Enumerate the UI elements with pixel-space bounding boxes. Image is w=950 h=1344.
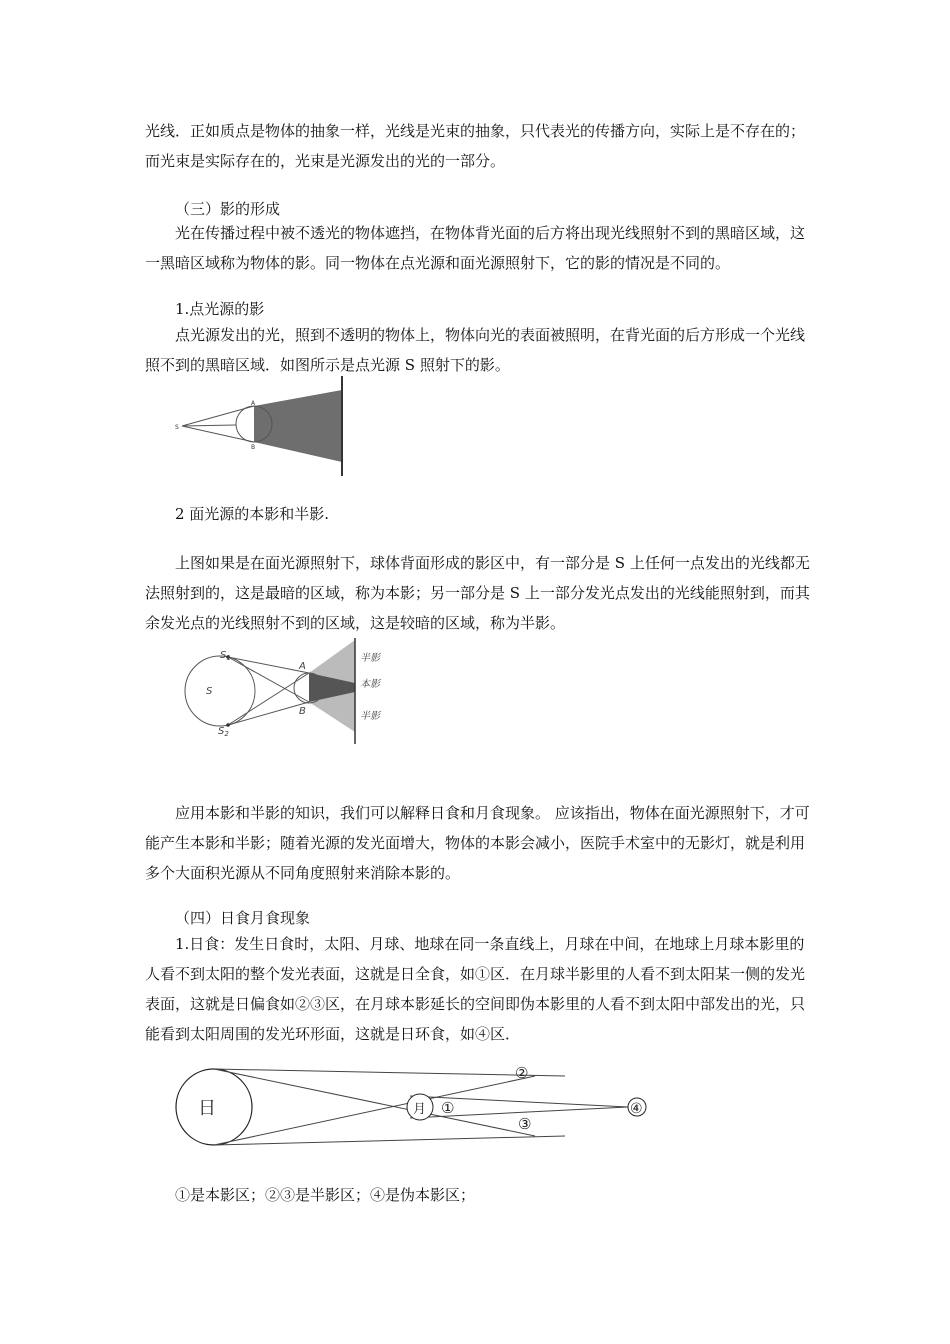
- paragraph-application: 应用本影和半影的知识，我们可以解释日食和月食现象。 应该指出，物体在面光源照射下，才可能产生本影和半影；随着光源的发光面增大，物体的本影会减小，医院手术室中的无影灯，就是利用多个大面积光源从不同角度照射来消除本影的。: [145, 804, 810, 882]
- label-zone-3: ③: [518, 1115, 532, 1133]
- figure-solar-eclipse: [170, 1062, 660, 1150]
- heading-point-source: 1.点光源的影: [175, 300, 265, 318]
- ray-top-cross: [214, 1069, 535, 1136]
- label-s2-main: S: [218, 726, 225, 737]
- label-s: S: [175, 424, 179, 431]
- ray-s2-a: [228, 673, 309, 725]
- label-umbra: 本影: [360, 679, 380, 690]
- label-b: B: [299, 706, 306, 717]
- heading-shadow-formation: （三）影的形成: [175, 200, 281, 218]
- label-s2-sub: 2: [224, 730, 229, 738]
- label-b: B: [251, 444, 256, 451]
- label-a: A: [299, 661, 306, 672]
- ray-top: [182, 406, 254, 426]
- ray-s2-b: [228, 702, 309, 725]
- ray-bottom-outer: [214, 1136, 565, 1145]
- paragraph-umbra-penumbra: 上图如果是在面光源照射下，球体背面形成的影区中，有一部分是 S 上任何一点发出的光线都无法照射到的，这是最暗的区域，称为本影；另一部分是 S 上一部分发光点发出的光线能照射到，而其余发光点的光线照射不到的区域，这是较暗的区域，称为半影。: [145, 554, 810, 632]
- ray-bottom: [182, 426, 254, 442]
- ray-s1-a: [228, 657, 309, 673]
- label-penumbra-top: 半影: [360, 653, 380, 664]
- heading-area-source: 2 面光源的本影和半影.: [175, 505, 330, 523]
- label-sun: 日: [198, 1098, 216, 1119]
- paragraph-shadow-definition: 光在传播过程中被不透光的物体遮挡，在物体背光面的后方将出现光线照射不到的黑暗区域，这一黑暗区域称为物体的影。同一物体在点光源和面光源照射下，它的影的情况是不同的。: [145, 224, 806, 272]
- label-s1: [220, 650, 231, 662]
- label-s1-sub: 1: [226, 654, 231, 662]
- paragraph-point-source: 点光源发出的光，照到不透明的物体上，物体向光的表面被照明，在背光面的后方形成一个光线照不到的黑暗区域．如图所示是点光源 S 照射下的影。: [145, 326, 806, 374]
- figure-umbra-penumbra: [182, 636, 392, 746]
- ray-top-outer: [214, 1069, 565, 1076]
- caption-zones: ①是本影区；②③是半影区；④是伪本影区；: [175, 1186, 476, 1204]
- label-s1-main: S: [220, 650, 227, 661]
- label-penumbra-bottom: 半影: [360, 711, 380, 722]
- heading-eclipse: （四）日食月食现象: [175, 909, 311, 927]
- label-s2: [218, 726, 229, 738]
- label-zone-2: ②: [515, 1064, 529, 1082]
- label-a: A: [251, 400, 256, 407]
- label-moon: 月: [413, 1102, 427, 1117]
- paragraph-light-ray: 光线．正如质点是物体的抽象一样，光线是光束的抽象，只代表光的传播方向，实际上是不存在的；而光束是实际存在的，光束是光源发出的光的一部分。: [145, 122, 806, 170]
- ray-bottom-cross: [214, 1076, 535, 1145]
- label-zone-4: ④: [630, 1101, 643, 1117]
- ray-axis: [182, 425, 236, 426]
- label-s: S: [206, 686, 213, 697]
- figure-point-source-shadow: [170, 372, 360, 480]
- label-zone-1: ①: [441, 1099, 455, 1117]
- paragraph-solar-eclipse: 1.日食：发生日食时，太阳、月球、地球在同一条直线上，月球在中间，在地球上月球本影里的人看不到太阳的整个发光表面，这就是日全食，如①区．在月球半影里的人看不到太阳某一侧的发光表面，这就是日偏食如②③区，在月球本影延长的空间即伪本影里的人看不到太阳中部发出的光，只能看到太阳周围的发光环形面，这就是日环食，如④区．: [145, 935, 806, 1043]
- point-s2: [226, 723, 230, 727]
